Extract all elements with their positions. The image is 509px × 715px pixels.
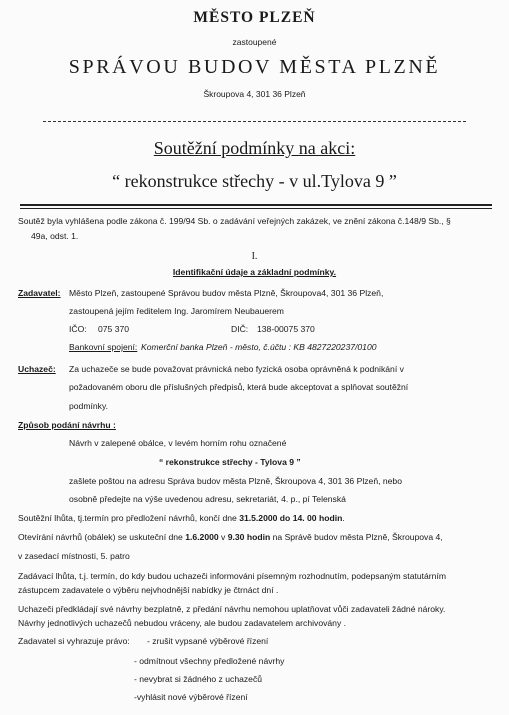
zadavatel-line-1: Město Plzeň, zastoupené Správou budov města Plzně, Škroupova4, 301 36 Plzeň,	[69, 288, 384, 298]
award-period-line-1: Zadávací lhůta, t.j. termín, do kdy budou uchazeči informováni písemným rozhodnutím, podepsaným statutárním	[18, 571, 446, 581]
city-heading: MĚSTO PLZEŇ	[193, 9, 316, 26]
ico-value: 075 370	[98, 324, 130, 334]
zadavatel-line-2: zastoupená jejím ředitelem Ing. Jaromírem Neubauerem	[69, 306, 284, 316]
title-divider-top	[20, 204, 492, 206]
ico-label: IČO:	[69, 324, 87, 334]
uchazec-line-1: Za uchazeče se bude považovat právnická nebo fyzická osoba oprávněná k podnikání v	[69, 364, 404, 374]
uchazec-label: Uchazeč:	[18, 364, 56, 374]
reservation-item: - odmítnout všechny předložené návrhy	[134, 656, 285, 666]
section-number: I.	[251, 251, 258, 262]
deadline-line	[18, 513, 345, 523]
bank-value: Komerční banka Plzeň - město, č.účtu : KB 4827220237/0100	[141, 342, 377, 352]
document-subtitle: “ rekonstrukce střechy - v ul.Tylova 9 ”	[112, 171, 397, 191]
deadline-end: .	[342, 513, 345, 523]
opening-mid: v	[218, 532, 228, 542]
zadavatel-label: Zadavatel:	[18, 288, 61, 298]
zpusob-quoted-label: “ rekonstrukce střechy - Tylova 9 ”	[159, 457, 301, 467]
uchazec-line-2: požadovaném oboru dle příslušných předpisů, která bude akceptovat a splňovat soutěžní	[69, 382, 409, 392]
organization-heading: SPRÁVOU BUDOV MĚSTA PLZNĚ	[68, 56, 441, 78]
uchazec-line-3: podmínky.	[69, 401, 109, 411]
intro-line-2: 49a, odst. 1.	[31, 231, 79, 241]
award-period-line-2: zástupcem zadavatele o výběru nejvhodnější nabídky je čtrnáct dní .	[18, 585, 279, 595]
organization-address: Škroupova 4, 301 36 Plzeň	[203, 89, 306, 99]
dic-label: DIČ:	[231, 324, 249, 334]
reservation-item: -vyhlásit nové výběrové řízení	[134, 692, 248, 702]
deadline-text: Soutěžní lhůta, tj.termín pro předložení návrhů, končí dne	[18, 513, 240, 523]
zpusob-line-2: zašlete poštou na adresu Správa budov města Plzně, Škroupova 4, 301 36 Plzeň, nebo	[69, 476, 402, 486]
document-title: Soutěžní podmínky na akci:	[153, 138, 356, 158]
reservation-item: - nevybrat si žádného z uchazečů	[134, 674, 263, 684]
dic-value: 138-00075 370	[257, 324, 315, 334]
represented-by: zastoupené	[232, 37, 277, 47]
header-divider	[43, 121, 466, 122]
opening-line-2: v zasedací místnosti, 5. patro	[18, 551, 130, 561]
bank-label: Bankovní spojení:	[69, 342, 138, 352]
zpusob-label: Způsob podání návrhu :	[18, 420, 116, 430]
opening-line	[18, 532, 443, 542]
bidders-line-1: Uchazeči předkládají své návrhy bezplatně, z předání návrhu nemohou uplatňovat vůči zadavateli žádné nároky.	[18, 604, 446, 614]
opening-place: na Správě budov města Plzně, Škroupova 4,	[270, 532, 443, 542]
opening-time: 9.30 hodin	[227, 532, 271, 542]
reservation-intro: Zadavatel si vyhrazuje právo:	[18, 636, 130, 646]
section-heading: Identifikační údaje a základní podmínky.	[172, 267, 337, 277]
title-divider-bottom	[20, 208, 492, 209]
bidders-line-2: Návrhy jednotlivých uchazečů nebudou vráceny, ale budou zadavatelem archivovány .	[18, 618, 347, 628]
zpusob-line-1: Návrh v zalepené obálce, v levém horním rohu označené	[69, 438, 287, 448]
deadline-date: 31.5.2000 do 14. 00 hodin	[239, 513, 343, 523]
opening-date: 1.6.2000	[185, 532, 219, 542]
intro-line-1: Soutěž byla vyhlášena podle zákona č. 199/94 Sb. o zadávání veřejných zakázek, ve znění zákona č.148/9 Sb., §	[18, 216, 451, 226]
zpusob-line-3: osobně předejte na výše uvedenou adresu, sekretariát, 4. p., pí Telenská	[69, 494, 346, 504]
opening-text: Otevírání návrhů (obálek) se uskuteční dne	[18, 532, 186, 542]
reservation-item: - zrušit vypsané výběrové řízení	[147, 636, 269, 646]
